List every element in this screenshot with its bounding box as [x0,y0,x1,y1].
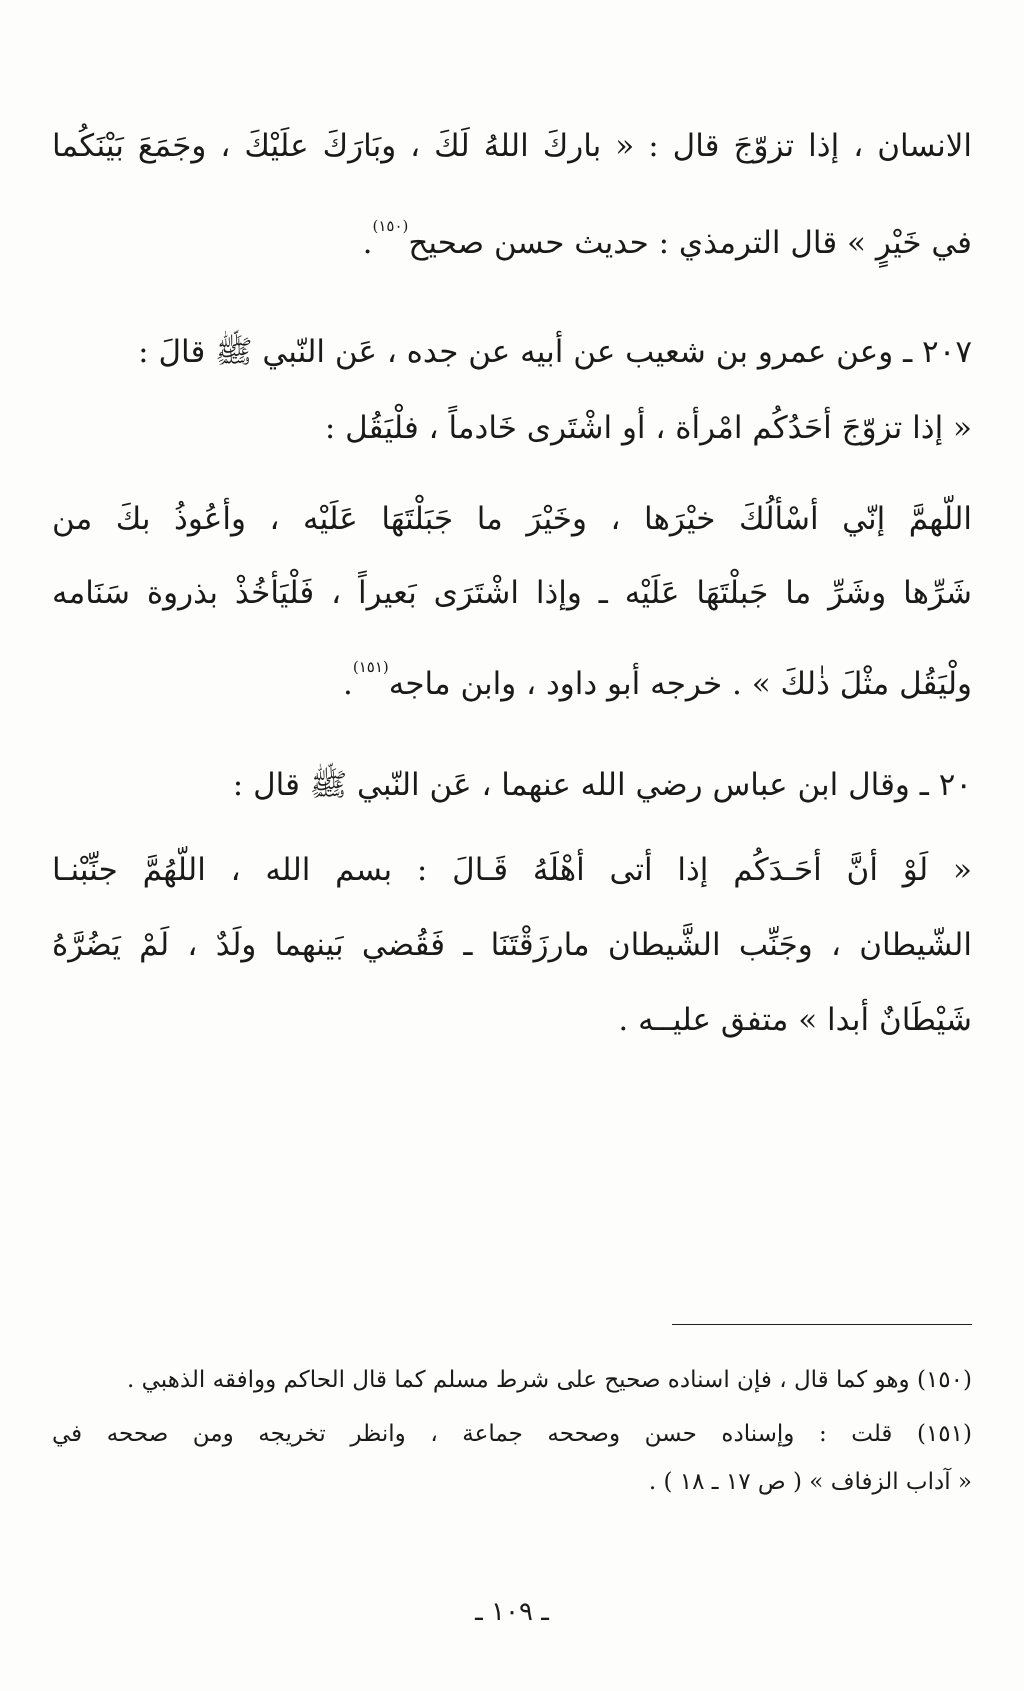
footnote-151-continued: « آداب الزفاف » ( ص ١٧ ـ ١٨ ) . [648,1469,972,1495]
body-line: الشّيطان ، وجَنِّب الشَّيطان مارزَقْتَنَا ـ فَقُضي بَينهما ولَدٌ ، لَمْ يَضُرَّهُ [52,927,972,963]
footnote-separator [672,1324,972,1325]
sentence-end: . [343,666,353,702]
body-text: ولْيَقُل مثْلَ ذٰلكَ » . خرجه أبو داود ، وابن ماجه [388,666,972,702]
sentence-end: . [362,225,373,261]
body-line: الانسان ، إذا تزوّجَ قال : « باركَ اللهُ لَكَ ، وبَارَكَ علَيْكَ ، وجَمَعَ بَيْنَكُما [52,128,972,164]
body-line: شَيْطَانٌ أبدا » متفق عليــه . [618,1002,972,1038]
page-number: ـ ١٠٩ ـ [475,1597,549,1627]
body-line [52,637,972,702]
hadith-heading: ٢٠٧ ـ وعن عمرو بن شعيب عن أبيه عن جده ، عَن النّبي ﷺ قالَ : [138,334,972,370]
hadith-heading: ٢٠ ـ وقال ابن عباس رضي الله عنهما ، عَن النّبي ﷺ قال : [232,767,972,803]
body-line: « إذا تزوّجَ أحَدُكُم امْرأة ، أو اشْتَرى خَادماً ، فلْيَقُل : [324,410,972,446]
footnote-150: (١٥٠) وهو كما قال ، فإن اسناده صحيح على شرط مسلم كما قال الحاكم ووافقه الذهبي . [126,1367,972,1393]
body-line: شَرِّها وشَرِّ ما جَبلْتَهَا عَلَيْه ـ وإذا اشْتَرَى بَعيراً ، فَلْيَأخُذْ بذروة سَنَامه [52,575,972,611]
body-line [52,196,972,261]
footnote-ref: (١٥٠) [372,217,409,235]
footnote-151: (١٥١) قلت : وإسناده حسن وصححه جماعة ، وانظر تخريجه ومن صححه في [52,1421,972,1447]
body-text: في خَيْرٍ » قال الترمذي : حديث حسن صحيح [408,225,972,261]
body-line: اللّهمَّ إنّي أسْألُكَ خيْرَها ، وخَيْرَ ما جَبَلْتَهَا عَلَيْه ، وأعُوذُ بكَ من [52,501,972,537]
body-line: « لَوْ أنَّ أحَـدَكُم إذا أتى أهْلَهُ قَـالَ : بسم الله ، اللّهُمَّ جنِّبْنـا [52,852,972,888]
footnote-ref: (١٥١) [352,658,389,676]
